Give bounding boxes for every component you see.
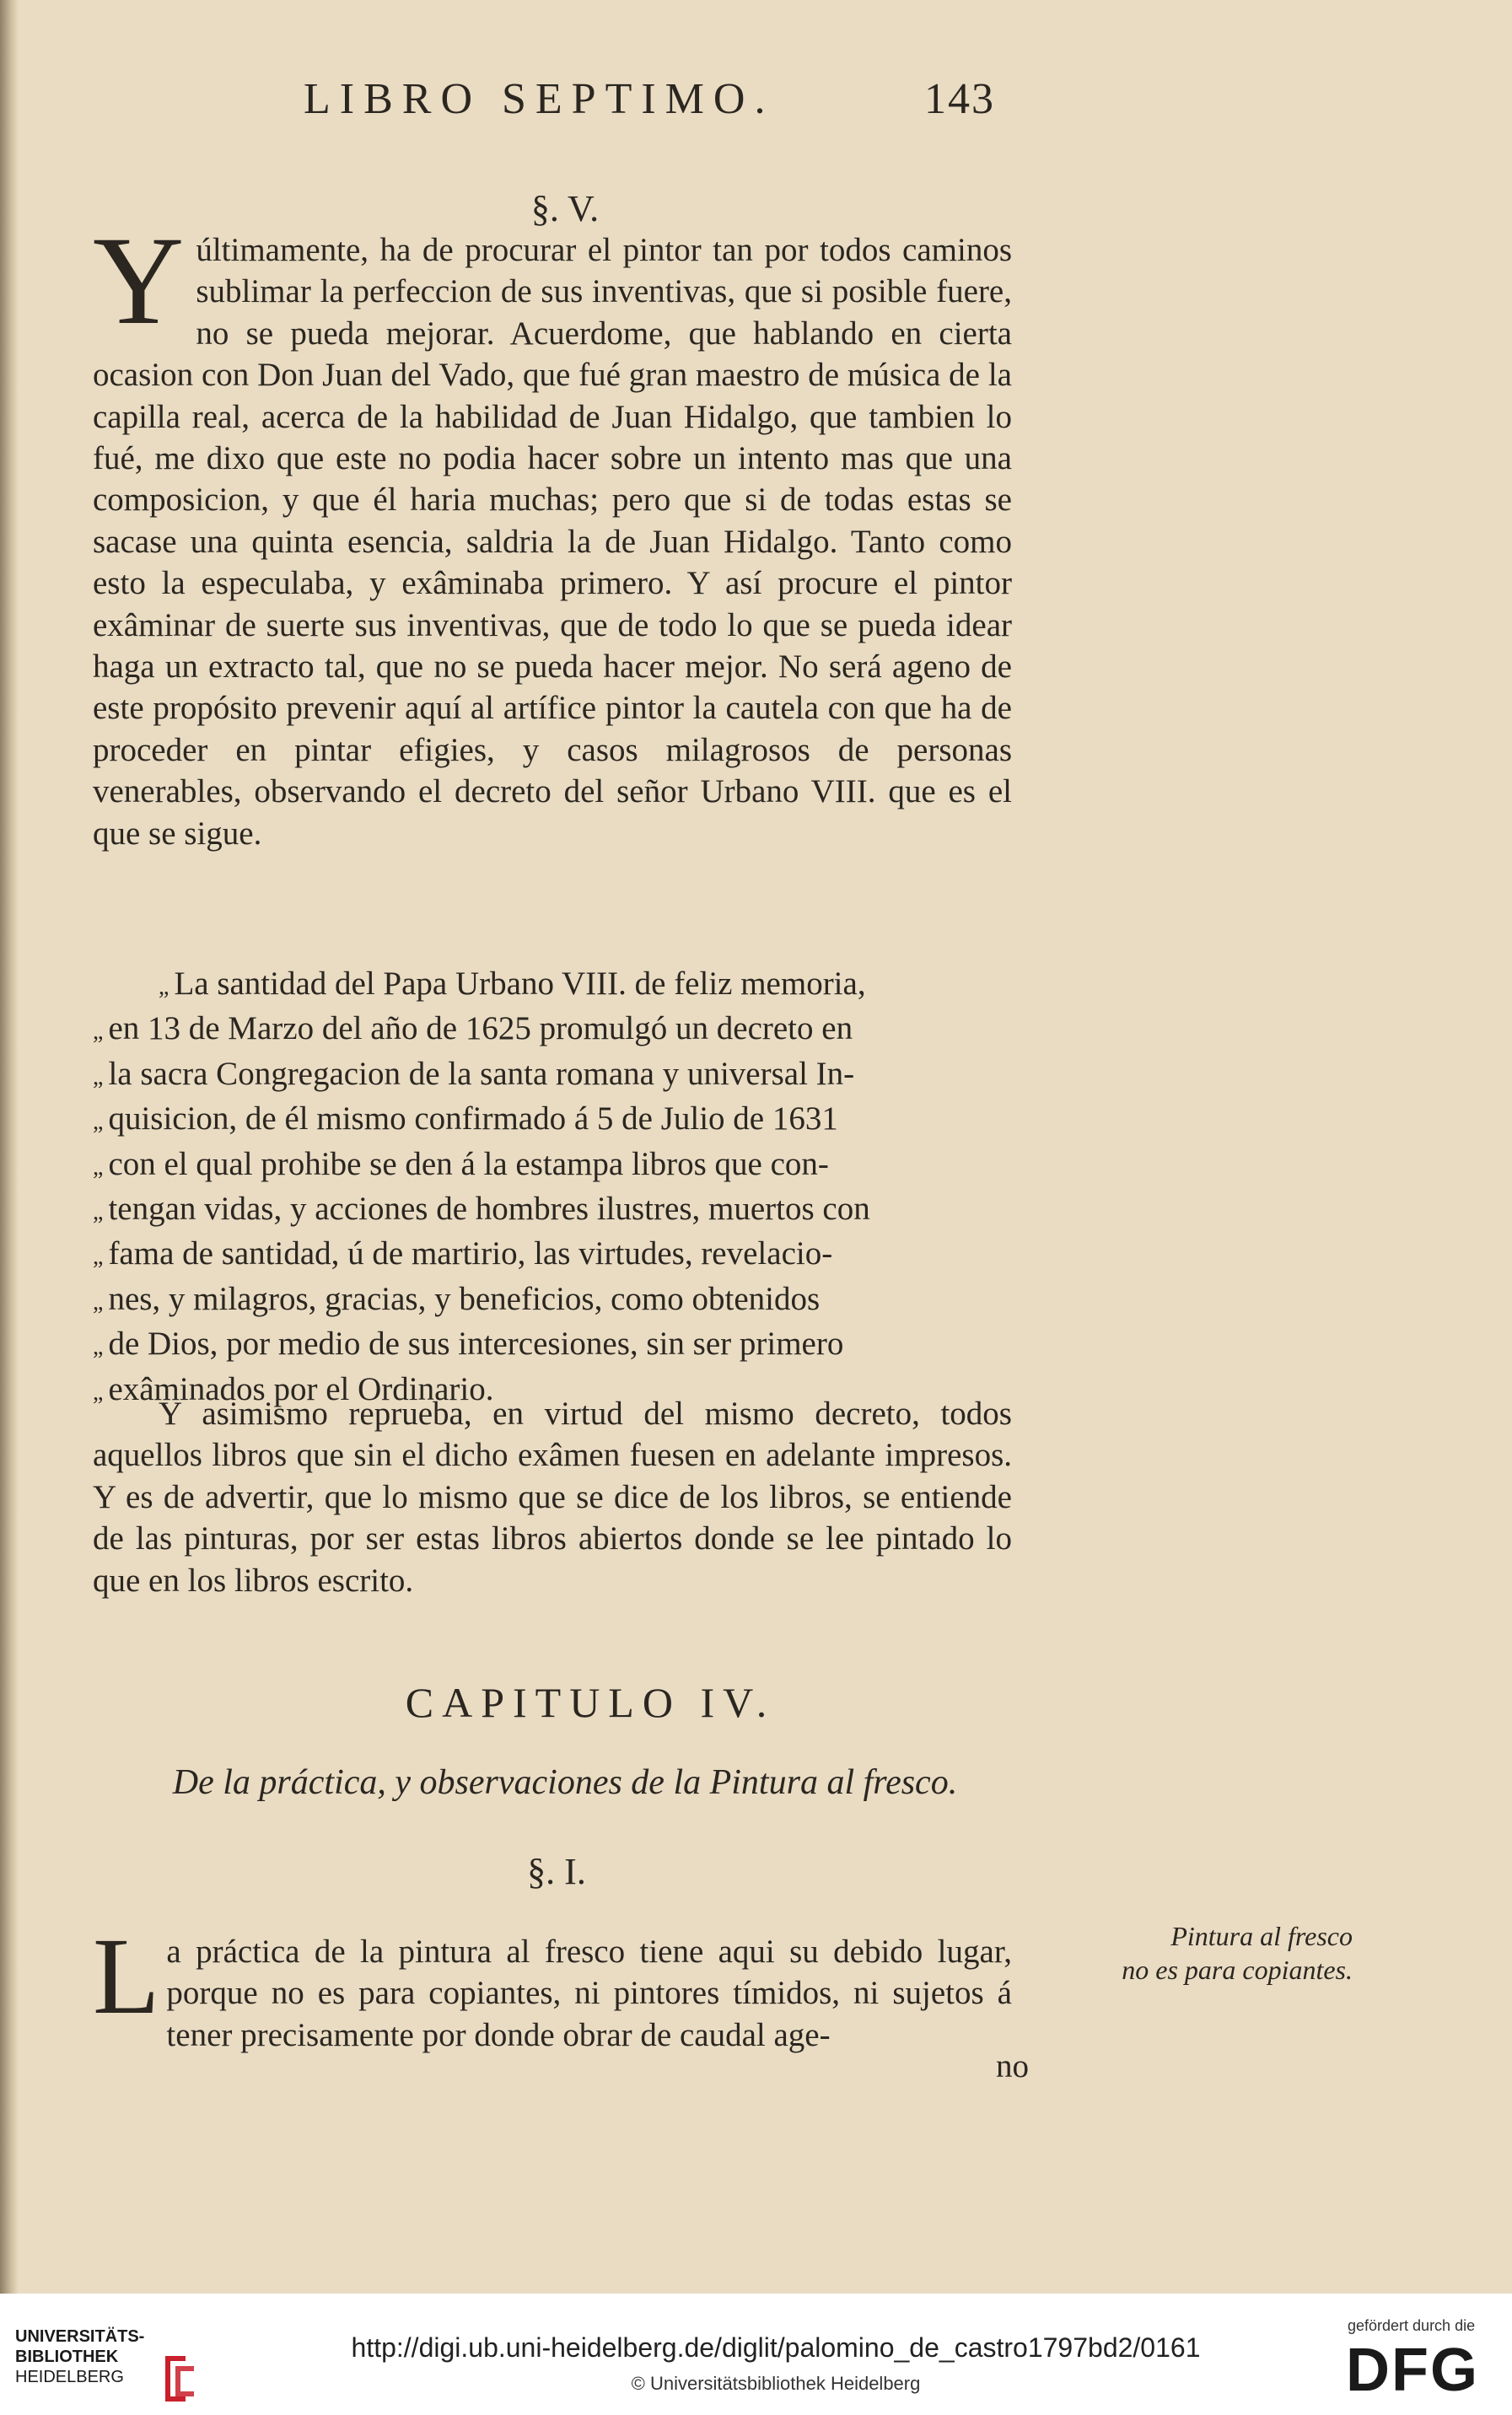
quote-line: „ con el qual prohibe se den á la estampa libros que con- (93, 1145, 829, 1182)
running-head-title: LIBRO SEPTIMO. (304, 75, 775, 123)
institution-line-1: UNIVERSITÄTS- (15, 2327, 145, 2346)
institution-line-2: BIBLIOTHEK (15, 2348, 119, 2366)
decree-quote (93, 963, 1012, 1413)
viewer-footer (0, 2294, 1512, 2415)
paragraph-3: Y asimismo reprueba, en virtud del mismo decreto, todos aquellos libros que sin el dicho exâmen fuesen en adelante impresos. Y es de advertir, que lo mismo que se dice de los libros, se entiende de las pinturas, por ser estas libros abiertos donde se lee pintado lo que en los libros escrito. (93, 1396, 1012, 1599)
margin-note-line-2: no es para copiantes. (1122, 1955, 1353, 1985)
quote-line: „ en 13 de Marzo del año de 1625 promulgó un decreto en (93, 1010, 853, 1047)
quote-line: „ exâminados por el Ordinario. (93, 1370, 494, 1407)
page-gutter (0, 0, 19, 2294)
paragraph-4 (93, 1916, 1012, 2056)
library-emblem-icon (153, 2351, 204, 2407)
permalink-url[interactable]: http://digi.ub.uni-heidelberg.de/diglit/palomino_de_castro1797bd2/0161 (351, 2332, 1201, 2363)
funder-note: gefördert durch die (1348, 2317, 1476, 2334)
quote-line: „ de Dios, por medio de sus intercesiones, sin ser primero (93, 1326, 844, 1363)
paragraph-1-text: últimamente, ha de procurar el pintor tan por todos caminos sublimar la perfeccion de sus inventivas, que si posible fuere, no se pueda mejorar. Acuerdome, que hablando en cierta ocasion con Don Juan del Vado, que fué gran maestro de música de la capilla real, acerca de la habilidad de Juan Hidalgo, que tambien lo fué, me dixo que este no podia hacer sobre un intento mas que una composicion, y que él haria muchas; pero que si de todas estas se sacase una quinta esencia, saldria la de Juan Hidalgo. Tanto como esto la especulaba, y exâminaba primero. Y así procure el pintor exâminar de suerte sus inventivas, que de todo lo que se pueda idear haga un extracto tal, que no se pueda hacer mejor. No será ageno de este propósito prevenir aquí al artífice pintor la cautela con que ha de proceder en pintar efigies, y casos milagrosos de personas venerables, observando el decreto del señor Urbano VIII. que es el que se sigue. (93, 232, 1012, 852)
running-head (304, 74, 995, 125)
quote-line: „ la sacra Congregacion de la santa romana y universal In- (93, 1055, 855, 1092)
quote-line: „ quisicion, de él mismo confirmado á 5 de Julio de 1631 (93, 1100, 838, 1138)
drop-cap-l: L (93, 1916, 160, 2037)
catchword: no (996, 2048, 1029, 2084)
margin-note-line-1: Pintura al fresco (1170, 1921, 1353, 1951)
quote-line: „ fama de santidad, ú de martirio, las virtudes, revelacio- (93, 1235, 833, 1272)
quote-line: „ La santidad del Papa Urbano VIII. de feliz memoria, (159, 965, 866, 1002)
chapter-subtitle: De la práctica, y observaciones de la Pintura al fresco. (172, 1763, 958, 1802)
section-heading-v: §. V. (530, 188, 600, 229)
paragraph-4-text: a práctica de la pintura al fresco tiene aqui su debido lugar, porque no es para copiantes, ni pintores tímidos, ni sujetos á tener precisamente por donde obrar de caudal age- (166, 1934, 1012, 2053)
chapter-heading: CAPITULO IV. (405, 1679, 776, 1726)
page-number: 143 (924, 75, 995, 123)
section-heading-i: §. I. (527, 1851, 586, 1892)
paragraph-1 (93, 211, 1012, 854)
copyright-notice: © Universitätsbibliothek Heidelberg (631, 2373, 921, 2394)
university-library-logo (15, 2327, 218, 2395)
margin-note (1049, 1919, 1353, 1987)
drop-cap-y: Y (93, 211, 185, 351)
institution-line-3: HEIDELBERG (15, 2368, 124, 2386)
quote-line: „ nes, y milagros, gracias, y beneficios, como obtenidos (93, 1280, 821, 1317)
dfg-logo: DFG (1346, 2337, 1479, 2404)
quote-line: „ tengan vidas, y acciones de hombres ilustres, muertos con (93, 1191, 870, 1228)
